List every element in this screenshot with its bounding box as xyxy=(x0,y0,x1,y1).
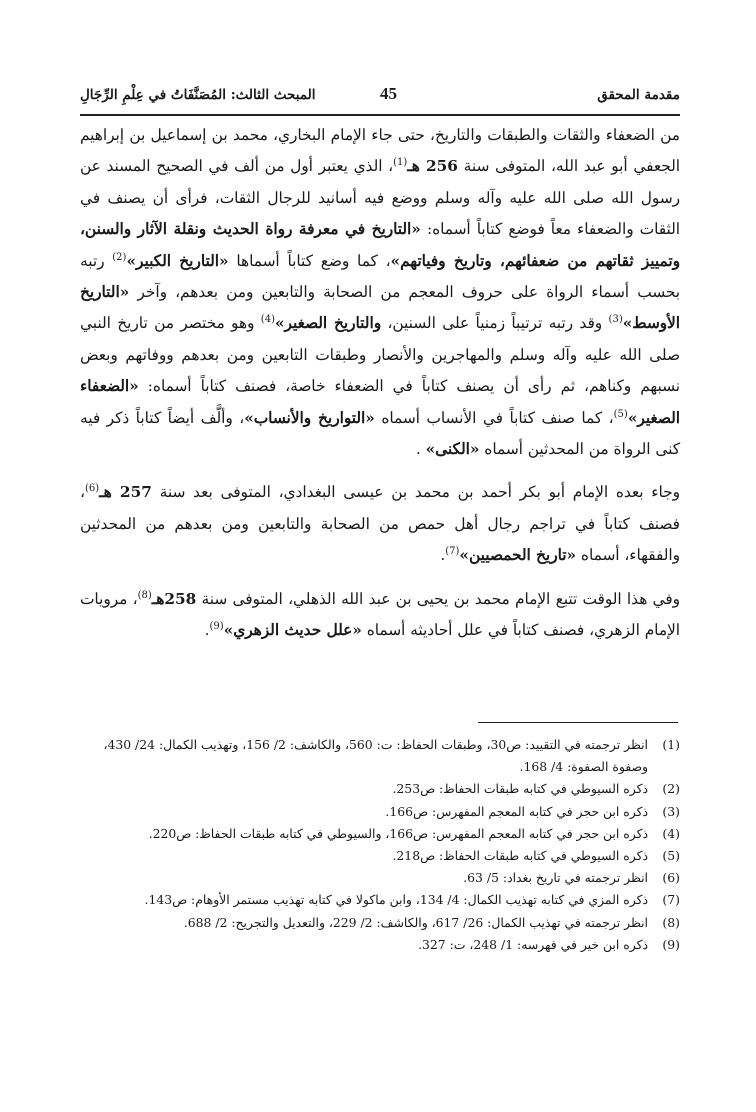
footnotes xyxy=(80,734,680,956)
footnote-number: (6) xyxy=(662,870,680,886)
footnote-item xyxy=(80,778,680,800)
bold-title: «التاريخ الأوسط» xyxy=(80,283,680,333)
footnote-text: ذكره المزي في كتابه تهذيب الكمال: 4/ 134، وابن ماكولا في كتابه تهذيب مستمر الأوهام: ص143. xyxy=(144,892,648,908)
text-run: ، وألَّف أيضاً كتاباً ذكر فيه كنى الرواة من المحدثين أسماه xyxy=(80,408,680,459)
bold-title: 257 هـ xyxy=(99,483,152,502)
footnote-ref: (5) xyxy=(613,408,628,420)
footnote-text: انظر ترجمته في تاريخ بغداد: 5/ 63. xyxy=(463,870,648,886)
text-run: ، فصنف كتاباً في تراجم رجال أهل حمص من الصحابة والتابعين ومن بعدهم من المحدثين والفقهاء، أسماه xyxy=(80,483,680,565)
footnote-ref: (8) xyxy=(137,589,152,601)
header-rule xyxy=(80,114,680,116)
text-run: وهو مختصر من تاريخ النبي صلى الله عليه وآله وسلم والمهاجرين والأنصار وطبقات التابعين ومن بعدهم ووفاتهم وبعض نسبهم وكناهم، ثم رأى أن يصنف كتاباً في الضعفاء خاصة، فصنف كتاباً أسماه: xyxy=(80,314,680,396)
bold-title: والتاريخ الصغير» xyxy=(274,314,382,333)
footnote-item xyxy=(80,823,680,845)
text-run: ، الذي يعتبر أول من ألف في الصحيح المسند عن رسول الله صلى الله عليه وآله وسلم ووضع فيه أسانيد للرجال الثقات، فرأى أن يصنف في الثقات والضعفاء معاً فوضع كتاباً أسماه: xyxy=(80,157,680,239)
text-run: رتبه بحسب أسماء الرواة على حروف المعجم من الصحابة والتابعين ومن بعدهم، وآخر xyxy=(80,251,680,302)
text-run: من الضعفاء والثقات والطبقات والتاريخ، حتى جاء الإمام البخاري، محمد بن إسماعيل بن إبراهيم الجعفي أبو عبد الله، المتوفى سنة xyxy=(80,126,681,176)
footnote-number: (3) xyxy=(662,803,680,819)
text-run: وفي هذا الوقت تتبع الإمام محمد بن يحيى بن عبد الله الذهلي، المتوفى سنة xyxy=(196,589,680,608)
header-section-title: المبحث الثالث: المُصَنَّفَاتُ في عِلْمِ الرِّجَالِ xyxy=(80,87,316,103)
footnote-text: ذكره ابن حجر في كتابه المعجم المفهرس: ص166. xyxy=(385,803,648,819)
footnote-text: ذكره السيوطي في كتابه طبقات الحفاظ: ص218. xyxy=(392,848,648,864)
footnote-item xyxy=(80,867,680,889)
bold-title: 256 هـ xyxy=(407,157,458,176)
footnote-item xyxy=(80,801,680,823)
footnote-item xyxy=(80,734,680,778)
footnote-item xyxy=(80,934,680,956)
bold-title: «التاريخ في معرفة رواة الحديث ونقلة الآثار والسنن، وتمييز ثقاتهم من ضعفائهم، وتاريخ وفياتهم» xyxy=(80,220,680,270)
text-run: . xyxy=(440,546,446,565)
text-run: . xyxy=(204,621,210,640)
footnote-ref: (4) xyxy=(260,314,275,326)
text-run: ، كما صنف كتاباً في الأنساب أسماه xyxy=(374,408,614,427)
body-paragraph xyxy=(80,477,680,571)
bold-title: «الضعفاء الصغير» xyxy=(80,377,680,427)
footnote-ref: (6) xyxy=(84,483,100,495)
footnote-text: ذكره ابن حجر في كتابه المعجم المفهرس: ص166، والسيوطي في كتابه طبقات الحفاظ: ص220. xyxy=(148,825,648,841)
text-run: وقد رتبه ترتيباً زمنياً على السنين، xyxy=(381,314,609,333)
bold-title: «الكنى» xyxy=(425,440,480,459)
footnote-ref: (2) xyxy=(112,251,127,263)
footnote-text: انظر ترجمته في التقييد: ص30، وطبقات الحفاظ: ت: 560، والكاشف: 2/ 156، وتهذيب الكمال: 24/ 430، وصفوة الصفوة: 4/ 168. xyxy=(103,737,648,775)
text-run: ، مرويات الإمام الزهري، فصنف كتاباً في علل أحاديثه أسماه xyxy=(80,589,680,640)
footnote-number: (5) xyxy=(662,848,680,864)
body-paragraph xyxy=(80,120,680,465)
bold-title: «التواريخ والأنساب» xyxy=(244,408,375,427)
footnote-item xyxy=(80,912,680,934)
footnote-number: (8) xyxy=(662,914,680,930)
footnote-ref: (9) xyxy=(209,621,224,632)
footnote-ref: (1) xyxy=(393,157,408,169)
body-paragraph xyxy=(80,584,680,647)
footnote-number: (1) xyxy=(662,737,680,752)
footnote-text: ذكره ابن خير في فهرسه: 1/ 248، ت: 327. xyxy=(418,936,648,952)
footnote-number: (4) xyxy=(662,825,680,841)
page-number: 45 xyxy=(380,84,397,103)
footnote-item xyxy=(80,889,680,911)
main-text xyxy=(80,120,680,647)
bold-title: «تاريخ الحمصيين» xyxy=(459,546,577,565)
footnote-ref: (3) xyxy=(608,314,623,326)
text-run: وجاء بعده الإمام أبو بكر أحمد بن محمد بن عيسى البغدادي، المتوفى بعد سنة xyxy=(151,483,681,502)
footnote-item xyxy=(80,845,680,867)
footnote-number: (7) xyxy=(662,892,680,908)
bold-title: «التاريخ الكبير» xyxy=(126,251,229,270)
footnote-number: (9) xyxy=(662,936,680,952)
footnote-separator xyxy=(478,722,678,723)
footnote-text: ذكره السيوطي في كتابه طبقات الحفاظ: ص253. xyxy=(392,781,648,797)
text-run: ، كما وضع كتاباً أسماها xyxy=(228,251,391,270)
bold-title: 258هـ xyxy=(151,589,197,608)
footnote-ref: (7) xyxy=(445,546,460,558)
bold-title: «علل حديث الزهري» xyxy=(223,621,362,640)
running-header xyxy=(80,82,680,108)
text-run: . xyxy=(415,440,426,459)
footnote-text: انظر ترجمته في تهذيب الكمال: 26/ 617، والكاشف: 2/ 229، والتعديل والتجريح: 2/ 688. xyxy=(183,914,648,930)
footnote-number: (2) xyxy=(662,781,680,797)
header-chapter-title: مقدمة المحقق xyxy=(597,87,680,103)
